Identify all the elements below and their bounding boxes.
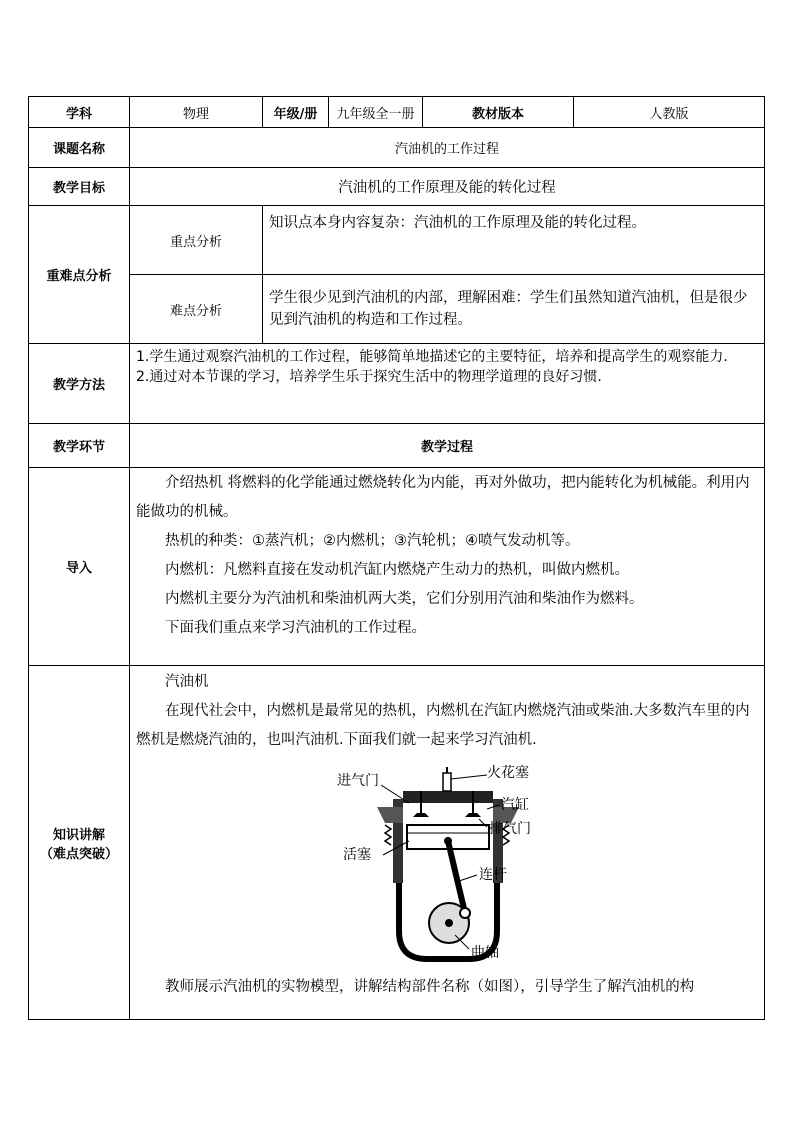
key-point-text [263,206,765,275]
key-point-row [29,206,765,275]
label-connecting-rod: 连杆 [479,867,507,883]
intro-paragraph-4: 内燃机主要分为汽油机和柴油机两大类，它们分别用汽油和柴油作为燃料。 [165,591,644,607]
intro-row [29,468,765,666]
method-line-1: 1.学生通过观察汽油机的工作过程，能够简单地描述它的主要特征，培养和提高学生的观察能力. [136,349,728,365]
process-header-row [29,424,765,468]
spark-plug-icon [443,773,451,791]
goal-label: 教学目标 [29,168,130,206]
gasoline-engine-diagram [337,763,557,963]
subject-value: 物理 [130,97,263,128]
intro-content [130,468,765,666]
edition-value: 人教版 [574,97,765,128]
intro-paragraph-1: 介绍热机 将燃料的化学能通过燃烧转化为内能，再对外做功，把内能转化为机械能。利用内能做功的机械。 [136,475,750,520]
goal-row [29,168,765,206]
method-line-2: 2.通过对本节课的学习，培养学生乐于探究生活中的物理学道理的良好习惯. [136,369,602,385]
intro-paragraph-5: 下面我们重点来学习汽油机的工作过程。 [165,620,426,636]
intro-paragraph-3: 内燃机：凡燃料直接在发动机汽缸内燃烧产生动力的热机，叫做内燃机。 [165,562,629,578]
knowledge-label [29,666,130,1020]
key-point-paragraph: 知识点本身内容复杂：汽油机的工作原理及能的转化过程。 [269,215,646,231]
knowledge-title: 汽油机 [165,674,209,690]
knowledge-row [29,666,765,1020]
cylinder-head [403,791,493,803]
grade-value: 九年级全一册 [329,97,423,128]
label-spark-plug: 火花塞 [487,765,529,781]
intro-label: 导入 [29,468,130,666]
difficulty-label: 重难点分析 [29,206,130,344]
hard-point-row [29,275,765,344]
method-content [130,344,765,424]
intro-paragraph-2: 热机的种类：①蒸汽机；②内燃机；③汽轮机；④喷气发动机等。 [165,533,580,549]
method-row [29,344,765,424]
goal-value: 汽油机的工作原理及能的转化过程 [130,168,765,206]
knowledge-label-line-1: 知识讲解 [52,827,105,843]
lesson-name-row [29,128,765,168]
label-cylinder: 汽缸 [501,797,529,813]
intake-port [377,807,403,823]
lesson-name-value: 汽油机的工作过程 [130,128,765,168]
lesson-name-label: 课题名称 [29,128,130,168]
label-crankshaft: 曲轴 [471,945,499,961]
hard-point-paragraph: 学生很少见到汽油机的内部，理解困难：学生们虽然知道汽油机，但是很少见到汽油机的构造和工作过程。 [269,290,748,328]
process-title: 教学过程 [130,424,765,468]
header-row [29,97,765,128]
subject-label: 学科 [29,97,130,128]
knowledge-paragraph-2: 教师展示汽油机的实物模型，讲解结构部件名称（如图），引导学生了解汽油机的构 [165,979,695,995]
label-piston: 活塞 [343,847,371,863]
method-label: 教学方法 [29,344,130,424]
label-intake-valve: 进气门 [337,773,379,789]
knowledge-label-line-2: （难点突破） [39,846,118,862]
grade-label: 年级/册 [263,97,329,128]
hard-point-text [263,275,765,344]
intake-spring [385,825,391,845]
label-exhaust-valve: 排气门 [489,821,531,837]
knowledge-paragraph-1: 在现代社会中，内燃机是最常见的热机，内燃机在汽缸内燃烧汽油或柴油.大多数汽车里的内燃机是燃烧汽油的，也叫汽油机.下面我们就一起来学习汽油机. [136,703,750,748]
process-label: 教学环节 [29,424,130,468]
knowledge-content [130,666,765,1020]
lesson-plan-table [28,96,765,1020]
edition-label: 教材版本 [423,97,574,128]
hard-point-label: 难点分析 [130,275,263,344]
key-point-label: 重点分析 [130,206,263,275]
